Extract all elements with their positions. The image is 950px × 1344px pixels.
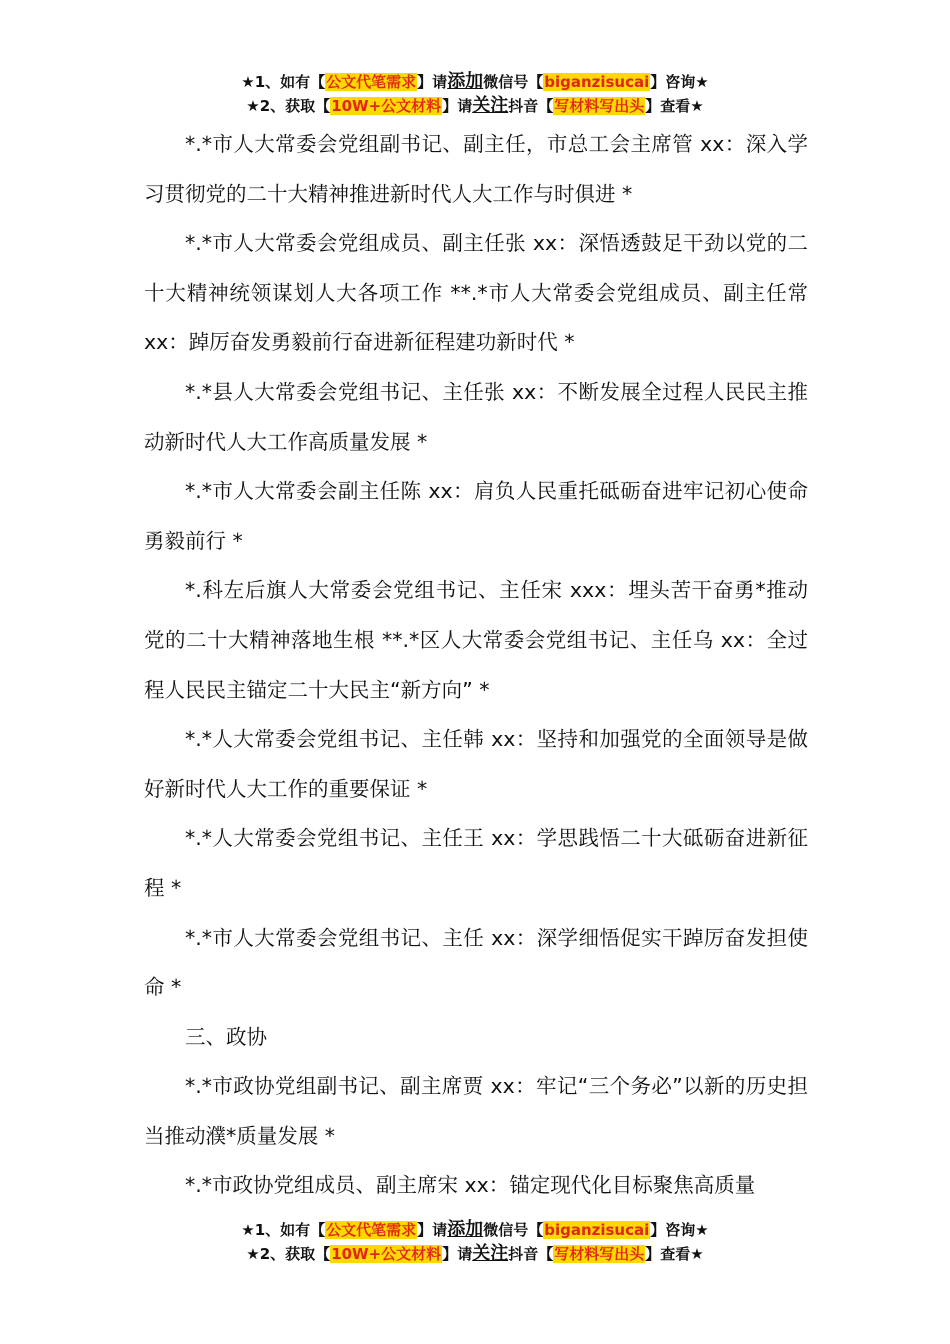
highlight-service: 公文代笔需求 [326, 73, 417, 91]
highlight-douyin-account: 写材料写出头 [554, 97, 645, 115]
paragraph: *.*人大常委会党组书记、主任王 xx：学思践悟二十大砥砺奋进新征程 * [144, 826, 808, 900]
paragraph: *.*市政协党组成员、副主席宋 xx：锚定现代化目标聚焦高质量 [185, 1173, 756, 1198]
paragraph: *.科左后旗人大常委会党组书记、主任宋 xxx：埋头苦干奋勇*推动党的二十大精神落地生根 **.*区人大常委会党组书记、主任乌 xx：全过程人民民主锚定二十大民主“新方向” * [144, 578, 808, 702]
document-body [144, 120, 808, 1211]
highlight-materials: 10W+公文材料 [331, 97, 442, 115]
bottom-banner [0, 1218, 950, 1266]
paragraph: *.*县人大常委会党组书记、主任张 xx：不断发展全过程人民民主推动新时代人大工作高质量发展 * [144, 379, 808, 454]
paragraph: *.*人大常委会党组书记、主任韩 xx：坚持和加强党的全面领导是做好新时代人大工作的重要保证 * [144, 727, 808, 801]
highlight-douyin-account: 写材料写出头 [554, 1245, 645, 1263]
highlight-wechat-id: biganzisucai [544, 1221, 650, 1239]
banner-line-2: ★2、获取【10W+公文材料】请关注抖音【写材料写出头】查看★ [246, 95, 704, 116]
banner-line-2: ★2、获取【10W+公文材料】请关注抖音【写材料写出头】查看★ [246, 1243, 704, 1264]
banner-line-1: ★1、如有【公文代笔需求】请添加微信号【biganzisucai】咨询★ [241, 1219, 709, 1240]
paragraph: *.*市政协党组副书记、副主席贾 xx：牢记“三个务必”以新的历史担当推动濮*质量发展 * [144, 1074, 808, 1148]
banner-line-1: ★1、如有【公文代笔需求】请添加微信号【biganzisucai】咨询★ [241, 71, 709, 92]
paragraph: *.*市人大常委会党组副书记、副主任，市总工会主席管 xx：深入学习贯彻党的二十大精神推进新时代人大工作与时俱进 * [144, 132, 808, 206]
paragraph: *.*市人大常委会副主任陈 xx：肩负人民重托砥砺奋进牢记初心使命勇毅前行 * [144, 479, 808, 553]
paragraph: *.*市人大常委会党组书记、主任 xx：深学细悟促实干踔厉奋发担使命 * [144, 925, 808, 1000]
top-banner [0, 70, 950, 118]
highlight-materials: 10W+公文材料 [331, 1245, 442, 1263]
paragraph: *.*市人大常委会党组成员、副主任张 xx：深悟透鼓足干劲以党的二十大精神统领谋划人大各项工作 **.*市人大常委会党组成员、副主任常 xx：踔厉奋发勇毅前行奋进新征程建功新时代 * [144, 231, 808, 355]
section-heading: 三、政协 [185, 1024, 267, 1049]
highlight-wechat-id: biganzisucai [544, 73, 650, 91]
highlight-service: 公文代笔需求 [326, 1221, 417, 1239]
